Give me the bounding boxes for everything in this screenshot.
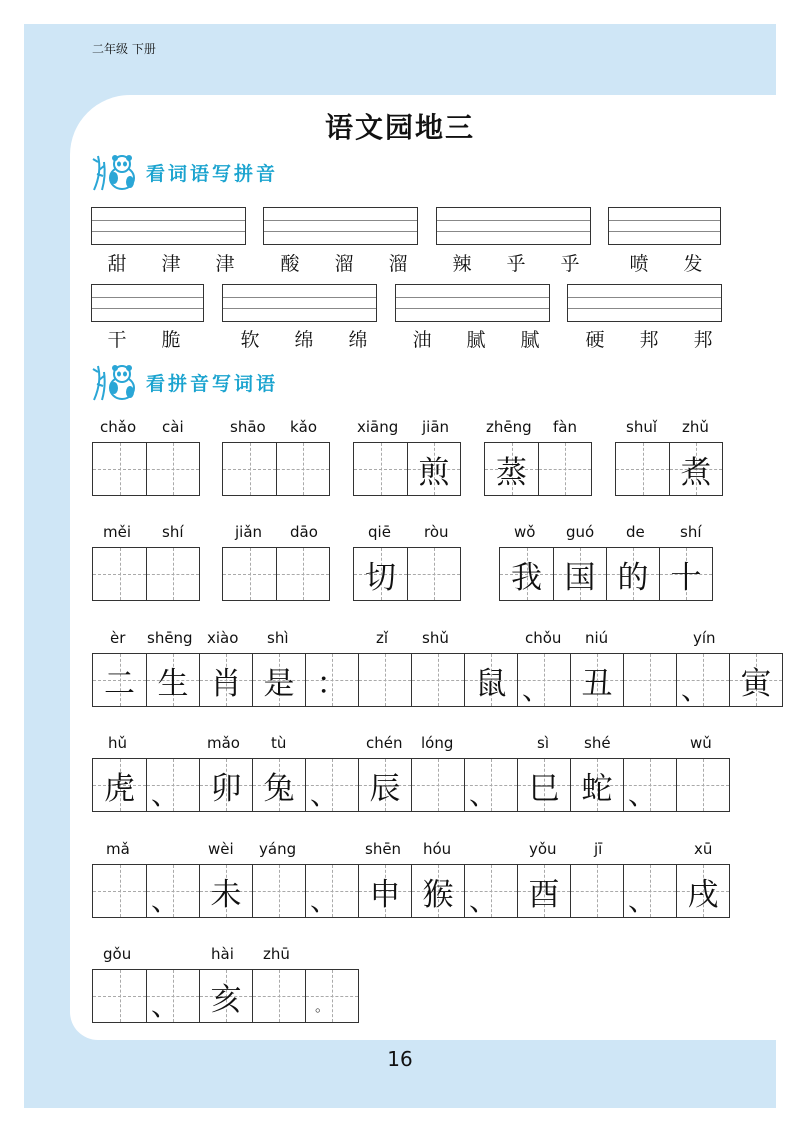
char-cell: 、 — [676, 654, 729, 706]
char-cell: 兔 — [252, 759, 305, 811]
char-cell[interactable] — [93, 970, 146, 1022]
pinyin: xiào — [207, 629, 239, 647]
pinyin-writing-line[interactable] — [436, 207, 591, 245]
char-cell: 煎 — [407, 443, 460, 495]
page-title: 语文园地三 — [324, 111, 475, 144]
word-char: 腻 — [466, 329, 486, 351]
char-cell: 酉 — [517, 865, 570, 917]
char-cell: 猴 — [411, 865, 464, 917]
char-cell: 卯 — [199, 759, 252, 811]
pinyin: měi — [103, 523, 132, 541]
char-cell[interactable] — [252, 865, 305, 917]
section-header-2 — [92, 362, 278, 402]
char-cell: 切 — [354, 548, 407, 600]
pinyin-writing-line[interactable] — [91, 284, 204, 322]
char-grid — [92, 442, 200, 496]
char-grid — [499, 547, 713, 601]
word-char: 酸 — [280, 253, 300, 275]
word-char: 干 — [107, 329, 127, 351]
pinyin: zǐ — [376, 629, 389, 647]
pinyin: kǎo — [290, 418, 318, 436]
char-cell: 的 — [606, 548, 659, 600]
char-grid — [353, 442, 461, 496]
char-cell[interactable] — [411, 759, 464, 811]
char-cell: 、 — [623, 759, 676, 811]
word-char: 乎 — [506, 253, 526, 275]
pinyin: mǎ — [106, 840, 130, 858]
pinyin: shí — [680, 523, 702, 541]
pinyin-writing-line[interactable] — [608, 207, 721, 245]
char-cell[interactable] — [538, 443, 591, 495]
word-char: 邦 — [639, 329, 659, 351]
word-char: 辣 — [452, 253, 472, 275]
word-char: 绵 — [294, 329, 314, 351]
char-cell: 、 — [146, 970, 199, 1022]
char-cell: 鼠 — [464, 654, 517, 706]
char-cell[interactable] — [411, 654, 464, 706]
char-grid — [615, 442, 723, 496]
pinyin: gǒu — [103, 945, 132, 963]
pinyin: wǒ — [514, 523, 536, 541]
word-char: 腻 — [520, 329, 540, 351]
char-cell: 、 — [623, 865, 676, 917]
pinyin: shāo — [230, 418, 266, 436]
pinyin: shǔ — [422, 629, 449, 647]
char-cell: 、 — [464, 759, 517, 811]
pinyin-writing-line[interactable] — [222, 284, 377, 322]
pinyin: èr — [110, 629, 126, 647]
char-cell: 二 — [93, 654, 146, 706]
pinyin: yáng — [259, 840, 297, 858]
pinyin: fàn — [553, 418, 577, 436]
pinyin: yǒu — [529, 840, 557, 858]
char-cell: 未 — [199, 865, 252, 917]
char-cell[interactable] — [276, 548, 329, 600]
pinyin: shēng — [147, 629, 193, 647]
char-cell: 戌 — [676, 865, 729, 917]
char-grid — [92, 969, 359, 1023]
char-cell: 蛇 — [570, 759, 623, 811]
char-cell[interactable] — [93, 443, 146, 495]
pinyin: mǎo — [207, 734, 240, 752]
char-grid — [222, 442, 330, 496]
word-char: 邦 — [693, 329, 713, 351]
char-grid — [92, 547, 200, 601]
word-char: 绵 — [348, 329, 368, 351]
pinyin: cài — [162, 418, 184, 436]
char-grid — [92, 653, 783, 707]
pinyin-writing-line[interactable] — [91, 207, 246, 245]
pinyin: shēn — [365, 840, 402, 858]
char-cell: 、 — [517, 654, 570, 706]
pinyin: lóng — [421, 734, 454, 752]
char-cell[interactable] — [252, 970, 305, 1022]
word-char: 硬 — [585, 329, 605, 351]
section-title: 看拼音写词语 — [146, 372, 279, 395]
char-cell: 是 — [252, 654, 305, 706]
section-header-1 — [92, 152, 278, 192]
panda-icon — [92, 152, 140, 192]
word-char: 溜 — [388, 253, 408, 275]
pinyin: zhǔ — [682, 418, 709, 436]
char-grid — [92, 758, 730, 812]
pinyin: dāo — [290, 523, 318, 541]
word-char: 发 — [683, 253, 703, 275]
char-cell: 、 — [305, 865, 358, 917]
pinyin: sì — [537, 734, 549, 752]
pinyin: shí — [162, 523, 184, 541]
char-cell: 、 — [146, 759, 199, 811]
pinyin: de — [626, 523, 645, 541]
pinyin: chǒu — [525, 629, 562, 647]
word-char: 喷 — [629, 253, 649, 275]
pinyin: chǎo — [100, 418, 137, 436]
pinyin: jiān — [422, 418, 450, 436]
section-title: 看词语写拼音 — [146, 162, 279, 185]
panda-icon — [92, 362, 140, 402]
char-cell[interactable] — [570, 865, 623, 917]
pinyin: niú — [585, 629, 609, 647]
word-char: 津 — [161, 253, 181, 275]
pinyin: wǔ — [690, 734, 712, 752]
char-cell: 寅 — [729, 654, 782, 706]
char-cell[interactable] — [407, 548, 460, 600]
pinyin: jiǎn — [235, 523, 263, 541]
char-cell[interactable] — [146, 443, 199, 495]
pinyin: zhū — [263, 945, 290, 963]
char-grid — [353, 547, 461, 601]
grade-label: 二年级 下册 — [92, 42, 156, 56]
pinyin: shuǐ — [626, 418, 657, 436]
pinyin: qiē — [368, 523, 391, 541]
char-cell[interactable] — [676, 759, 729, 811]
char-cell: 煮 — [669, 443, 722, 495]
char-cell[interactable] — [623, 654, 676, 706]
char-cell: 、 — [464, 865, 517, 917]
char-cell[interactable] — [354, 443, 407, 495]
pinyin: ròu — [424, 523, 449, 541]
pinyin: tù — [271, 734, 287, 752]
char-cell: 丑 — [570, 654, 623, 706]
pinyin: wèi — [208, 840, 234, 858]
pinyin: zhēng — [486, 418, 532, 436]
pinyin: yín — [693, 629, 716, 647]
word-char: 溜 — [334, 253, 354, 275]
pinyin: jī — [594, 840, 603, 858]
word-char: 乎 — [560, 253, 580, 275]
char-cell: ： — [305, 654, 358, 706]
char-grid — [484, 442, 592, 496]
char-cell[interactable] — [276, 443, 329, 495]
char-cell: 申 — [358, 865, 411, 917]
pinyin: shé — [584, 734, 611, 752]
char-grid — [222, 547, 330, 601]
char-cell[interactable] — [93, 548, 146, 600]
pinyin-writing-line[interactable] — [567, 284, 722, 322]
char-cell: 我 — [500, 548, 553, 600]
char-cell: 生 — [146, 654, 199, 706]
char-cell: 国 — [553, 548, 606, 600]
char-cell[interactable] — [223, 443, 276, 495]
char-cell: 。 — [305, 970, 358, 1022]
char-cell: 、 — [305, 759, 358, 811]
pinyin: xū — [694, 840, 713, 858]
word-char: 软 — [240, 329, 260, 351]
pinyin-writing-line[interactable] — [263, 207, 418, 245]
page-number: 16 — [387, 1047, 413, 1071]
char-cell[interactable] — [146, 548, 199, 600]
pinyin-writing-line[interactable] — [395, 284, 550, 322]
pinyin: hài — [211, 945, 234, 963]
char-cell: 虎 — [93, 759, 146, 811]
char-cell[interactable] — [616, 443, 669, 495]
pinyin: chén — [366, 734, 403, 752]
char-cell: 亥 — [199, 970, 252, 1022]
char-cell[interactable] — [358, 654, 411, 706]
char-grid — [92, 864, 730, 918]
word-char: 甜 — [107, 253, 127, 275]
char-cell: 辰 — [358, 759, 411, 811]
pinyin: hóu — [423, 840, 452, 858]
char-cell: 十 — [659, 548, 712, 600]
pinyin: shì — [267, 629, 289, 647]
pinyin: xiāng — [357, 418, 399, 436]
char-cell: 巳 — [517, 759, 570, 811]
pinyin: guó — [566, 523, 595, 541]
word-char: 油 — [412, 329, 432, 351]
char-cell[interactable] — [223, 548, 276, 600]
char-cell: 蒸 — [485, 443, 538, 495]
char-cell[interactable] — [93, 865, 146, 917]
char-cell: 、 — [146, 865, 199, 917]
pinyin: hǔ — [108, 734, 128, 752]
word-char: 津 — [215, 253, 235, 275]
char-cell: 肖 — [199, 654, 252, 706]
word-char: 脆 — [161, 329, 181, 351]
